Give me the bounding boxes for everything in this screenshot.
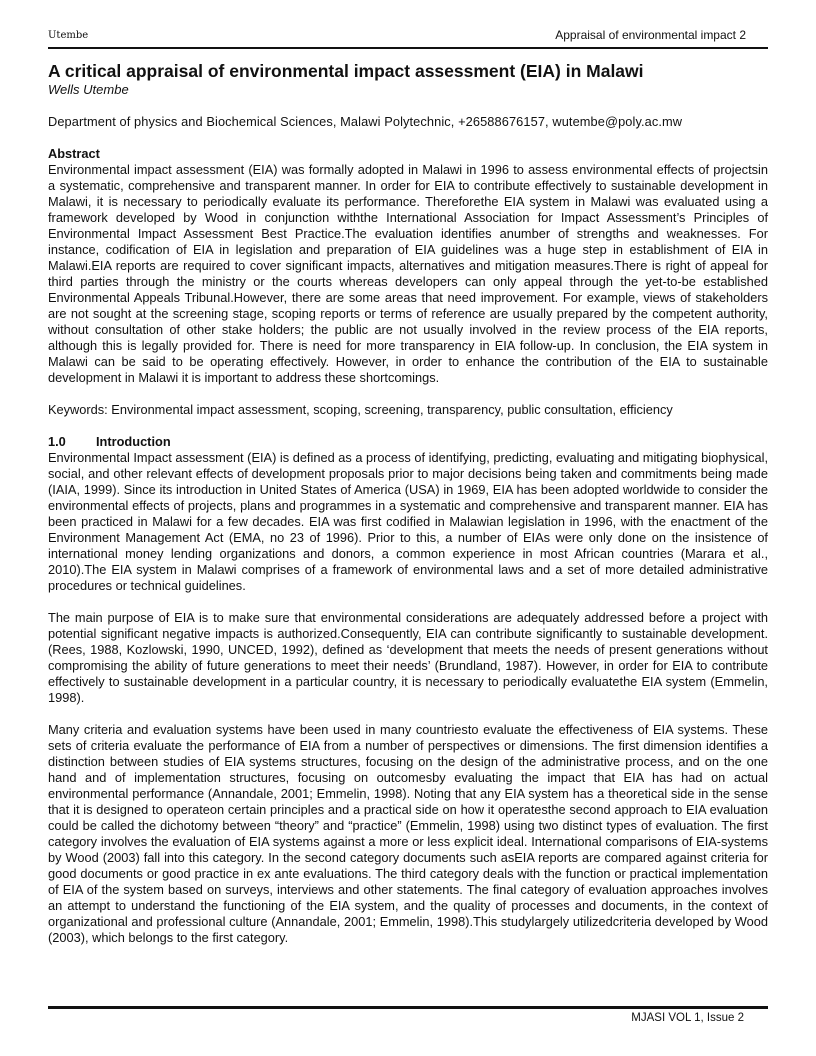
footer-rule xyxy=(48,1006,768,1009)
author-affiliation: Department of physics and Biochemical Sciences, Malawi Polytechnic, +26588676157, wutembe@poly.ac.mw xyxy=(48,114,683,129)
body-paragraph: Environmental Impact assessment (EIA) is defined as a process of identifying, predicting, evaluating and mitigating biophysical, social, and other relevant effects of development proposals prior to major decisions being taken and commitments being made (IAIA, 1999). Since its introduction in United States of America (USA) in 1969, EIA has been adopted worldwide to consider the environmental effects of projects, plans and programmes in a systematic and comprehensive and transparent manner. EIA has been practiced in Malawi for a few decades. EIA was first codified in Malawian legislation in 1996, with the enactment of the Environment Management Act (EMA, no 23 of 1996). Prior to this, a number of EIAs were only done on the insistence of international money lending organizations and donors, a common experience in most African countries (Marara et al., 2010).The EIA system in Malawi comprises of a framework of environmental laws and a set of more detailed administrative procedures or technical guidelines. xyxy=(48,450,768,593)
abstract-text: Environmental impact assessment (EIA) was formally adopted in Malawi in 1996 to assess environmental effects of projectsin a systematic, comprehensive and transparent manner. In order for EIA to contribute effectively to sustainable development in Malawi, it is necessary to periodically evaluate its performance. Thereforethe EIA system in Malawi was evaluated using a framework developed by Wood in conjunction withthe International Association for Impact Assessment’s Principles of Environmental Impact Assessment Best Practice.The evaluation identifies anumber of strengths and weaknesses. For instance, codification of EIA in legislation and preparation of EIA guidelines was a huge step in establishment of EIA in Malawi.EIA reports are required to cover significant impacts, alternatives and mitigation measures.There is right of appeal for third parties through the ministry or the courts whereas developers can only appeal through the yet-to-be established Environmental Appeals Tribunal.However, there are some areas that need improvement. For example, views of stakeholders are not sought at the screening stage, scoping reports or terms of reference are usually prepared by the competent authority, without consultation of other stake holders; the public are not usually involved in the review process of the EIA reports, although this is legally provided for. There is need for more transparency in EIA follow-up. In conclusion, the EIA system in Malawi can be said to be operating effectively. However, in order to enhance the contribution of the EIA to sustainable development in Malawi it is important to address these shortcomings. xyxy=(48,162,768,385)
keywords: Keywords: Environmental impact assessment, scoping, screening, transparency, public consultation, efficiency xyxy=(48,402,673,417)
body-paragraph: The main purpose of EIA is to make sure that environmental considerations are adequately addressed before a project with potential significant negative impacts is authorized.Consequently, EIA can contribute significantly to sustainable development.(Rees, 1988, Kozlowski, 1990, UNCED, 1992), defined as ‘development that meets the needs of present generations without compromising the ability of future generations to meet their needs’ (Brundland, 1987). However, in order for EIA to contribute effectively to sustainable development in a particular country, it is necessary to periodically evaluatethe EIA system (Emmelin, 1998). xyxy=(48,610,768,705)
running-header xyxy=(48,28,768,44)
running-head-title: Appraisal of environmental impact 2 xyxy=(555,28,746,42)
article-title: A critical appraisal of environmental impact assessment (EIA) in Malawi xyxy=(48,61,644,81)
header-rule xyxy=(48,47,768,49)
article-body xyxy=(48,58,768,946)
body-paragraph: Many criteria and evaluation systems have been used in many countriesto evaluate the effectiveness of EIA systems. These sets of criteria evaluate the performance of EIA from a number of perspectives or dimensions. The first dimension identifies a distinction between studies of EIA systems structures, focusing on the design of the administrative process, and on the one hand and of implementation structures, focusing on outcomesby evaluating the impact that EIA has had on actual environmental performance (Annandale, 2001; Emmelin, 1998). Noting that any EIA system has a theoretical side in the sense that it is designed to operateon certain principles and a practical side on how it operatesthe second approach to EIA evaluation could be called the dichotomy between “theory” and “practice” (Emmelin, 1998) using two distinct types of evaluation. The first category involves the evaluation of EIA systems against a more or less explicit ideal. International comparisons of EIA-systems by Wood (2003) fall into this category. In the second category documents such asEIA reports are compared against criteria for good documents or good practice in ex ante evaluations. The third category deals with the function or practical implementation of EIA of the system based on surveys, interviews and other statements. The final category of evaluation approaches involves an attempt to understand the functioning of the EIA system, and the quality of processes and documents, in the context of organizational and professional culture (Annandale, 2001; Emmelin, 1998).This studylargely utilizedcriteria developed by Wood (2003), which belongs to the first category. xyxy=(48,722,768,945)
running-head-author: Utembe xyxy=(48,30,89,41)
section-number: 1.0 xyxy=(48,434,66,449)
article-author: Wells Utembe xyxy=(48,82,129,97)
abstract-heading: Abstract xyxy=(48,146,100,161)
section-title: Introduction xyxy=(96,434,171,449)
journal-footer: MJASI VOL 1, Issue 2 xyxy=(631,1012,744,1024)
section-heading-introduction xyxy=(48,434,768,450)
